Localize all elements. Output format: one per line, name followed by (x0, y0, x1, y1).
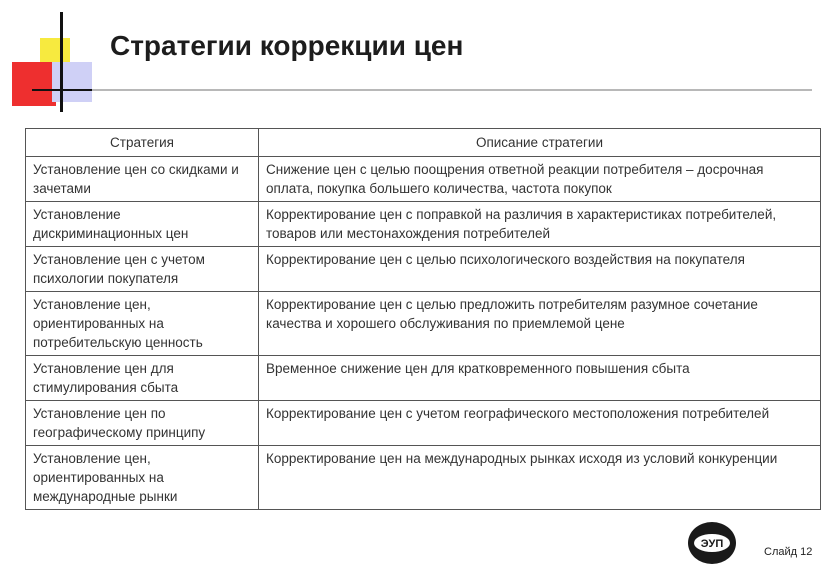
decor-blue-square (52, 62, 92, 102)
title-underline (92, 89, 812, 91)
table-row (26, 356, 821, 401)
table-row (26, 157, 821, 202)
table-row (26, 202, 821, 247)
strategy-cell: Установление цен для стимулирования сбыта (26, 356, 259, 401)
table-row (26, 247, 821, 292)
logo-text: ЭУП (700, 538, 724, 550)
strategy-cell: Установление цен с учетом психологии покупателя (26, 247, 259, 292)
strategy-cell: Установление цен со скидками и зачетами (26, 157, 259, 202)
description-cell: Временное снижение цен для кратковременного повышения сбыта (259, 356, 821, 401)
column-header-description: Описание стратегии (259, 129, 821, 157)
decor-red-square (12, 62, 56, 106)
decor-vertical-line (60, 12, 63, 112)
strategy-table (25, 128, 821, 510)
table-row (26, 401, 821, 446)
column-header-strategy: Стратегия (26, 129, 259, 157)
description-cell: Корректирование цен с учетом географического местоположения потребителей (259, 401, 821, 446)
page-title: Стратегии коррекции цен (110, 30, 464, 61)
strategy-cell: Установление цен, ориентированных на международные рынки (26, 446, 259, 510)
description-cell: Корректирование цен с целью психологического воздействия на покупателя (259, 247, 821, 292)
university-logo-icon (686, 520, 738, 566)
description-cell: Корректирование цен на международных рынках исходя из условий конкуренции (259, 446, 821, 510)
strategy-cell: Установление цен по географическому принципу (26, 401, 259, 446)
description-cell: Снижение цен с целью поощрения ответной реакции потребителя – досрочная оплата, покупка большего количества, частота покупок (259, 157, 821, 202)
table-row (26, 446, 821, 510)
strategy-cell: Установление дискриминационных цен (26, 202, 259, 247)
table-row (26, 292, 821, 356)
description-cell: Корректирование цен с поправкой на различия в характеристиках потребителей, товаров или местонахождения потребителей (259, 202, 821, 247)
strategy-cell: Установление цен, ориентированных на потребительскую ценность (26, 292, 259, 356)
table-header-row (26, 129, 821, 157)
description-cell: Корректирование цен с целью предложить потребителям разумное сочетание качества и хорошего обслуживания по приемлемой цене (259, 292, 821, 356)
slide-number: Слайд 12 (764, 546, 813, 558)
